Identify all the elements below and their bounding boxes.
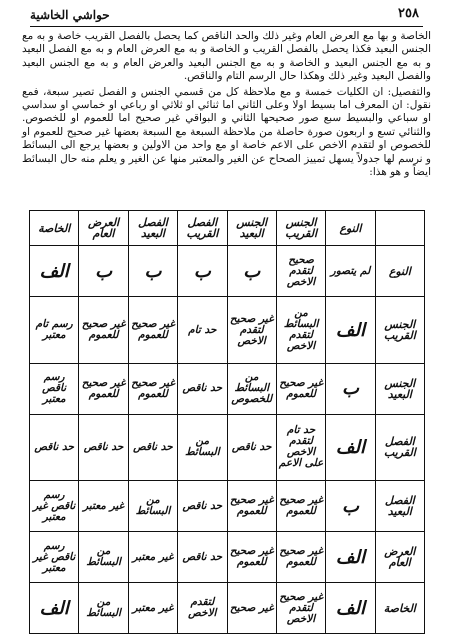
table-cell: حد ناقص: [178, 363, 227, 414]
column-header: العرض العام: [79, 211, 128, 246]
table-cell: غير صحيح للعموم: [227, 481, 276, 532]
table-cell: من البسائط: [79, 532, 128, 583]
table-cell: الف: [326, 532, 375, 583]
table-cell: من البسائط: [79, 583, 128, 634]
table-cell: ب: [326, 363, 375, 414]
table-cell: حد ناقص: [128, 414, 177, 480]
table-row: [30, 481, 425, 532]
table-row: [30, 297, 425, 363]
column-header: الفصل القريب: [178, 211, 227, 246]
table-cell: من البسائط: [178, 414, 227, 480]
table-cell: لتقدم الاخص: [178, 583, 227, 634]
row-header: الجنس القريب: [375, 297, 424, 363]
table-cell: الف: [30, 246, 79, 297]
page-header: [0, 6, 453, 26]
column-header: النوع: [326, 211, 375, 246]
table-cell: رسم ناقص غير معتبر: [30, 481, 79, 532]
table-cell: غير صحيح للعموم: [276, 481, 325, 532]
paragraph: الخاصة و بها مع العرض العام وغير ذلك والحد الناقص كما يحصل بالفصل القريب خاصة و به مع الجنس البعيد فكذا يحصل بالفصل القريب و الخاصة و به مع العرض العام و به مع الفصل البعيد و به مع الجنس البعيد و الخاصة و به مع الجنس البعيد والعرض العام و به مع الجنس البعيد والفصل البعيد وغير ذلك وهكذا حال الرسم التام والناقص.: [22, 30, 431, 83]
page-number: ٢٥٨: [398, 6, 419, 21]
table-cell: غير معتبر: [128, 532, 177, 583]
table-cell: من البسائط: [128, 481, 177, 532]
table-cell: الف: [326, 414, 375, 480]
table-cell: من البسائط لتقدم الاخص: [276, 297, 325, 363]
table-cell: غير صحيح للعموم: [79, 363, 128, 414]
table-cell: غير صحيح للعموم: [128, 297, 177, 363]
table-cell: رسم تام معتبر: [30, 297, 79, 363]
table-row: [30, 246, 425, 297]
table-cell: غير صحيح لتقدم الاخص: [227, 297, 276, 363]
table-cell: حد ناقص: [30, 414, 79, 480]
column-header: الفصل البعيد: [128, 211, 177, 246]
row-header: الجنس البعيد: [375, 363, 424, 414]
text-body: [22, 30, 431, 179]
classification-table: [29, 210, 425, 634]
table-cell: حد تام: [178, 297, 227, 363]
table-header-row: [30, 211, 425, 246]
table-cell: غير صحيح للعموم: [227, 532, 276, 583]
column-header: الجنس القريب: [276, 211, 325, 246]
table-cell: رسم ناقص معتبر: [30, 363, 79, 414]
header-title: حواشي الخاشية: [30, 8, 110, 22]
row-header: الفصل القريب: [375, 414, 424, 480]
table-row: [30, 532, 425, 583]
table-cell: الف: [326, 583, 375, 634]
row-header: العرض العام: [375, 532, 424, 583]
table-cell: ب: [178, 246, 227, 297]
table-cell: لم يتصور: [326, 246, 375, 297]
table-cell: الف: [30, 583, 79, 634]
corner-cell: [375, 211, 424, 246]
column-header: الخاصة: [30, 211, 79, 246]
table-cell: غير صحيح للعموم: [276, 363, 325, 414]
table-cell: رسم ناقص غير معتبر: [30, 532, 79, 583]
table-cell: ب: [128, 246, 177, 297]
table-cell: ب: [326, 481, 375, 532]
table-cell: غير صحيح للعموم: [276, 532, 325, 583]
table-cell: حد ناقص: [227, 414, 276, 480]
row-header: الخاصة: [375, 583, 424, 634]
table-cell: غير صحيح للعموم: [79, 297, 128, 363]
paragraph: والتفصيل: ان الكليات خمسة و مع ملاحظة كل من قسمي الجنس و الفصل تصير سبعة، فمع نقول: ان المعرف اما بسيط اولا وعلى الثاني اما ثنائي او ثلاثي او رباعي او خماسي او سداسي او سباعي والبسيط سبع صور صحيحها الثاني و البواقي غير صحيح اما للعموم او للخصوص. والثنائي تسع و اربعون صورة حاصلة من ملاحظة السبعة مع السبعة بعضها غير صحيح للعموم او للخصوص او لتقدم الاخص على الاعم خاصة او مع واحد من الاولين و بعضها يرجع الى البسائط و نرسم لها جدولاً يسهل تمييز الصحاح عن الغير والمعتبر منها عن الغير و يعلم منه حال البسائط ايضاً و هو هذا:: [22, 85, 431, 179]
table-cell: من البسائط للخصوص: [227, 363, 276, 414]
table-cell: حد ناقص: [178, 481, 227, 532]
table-row: [30, 363, 425, 414]
table-cell: غير صحيح للعموم: [128, 363, 177, 414]
row-header: الفصل البعيد: [375, 481, 424, 532]
column-header: الجنس البعيد: [227, 211, 276, 246]
table-row: [30, 583, 425, 634]
table-cell: حد ناقص: [178, 532, 227, 583]
table-row: [30, 414, 425, 480]
table-cell: حد تام لتقدم الاخص على الاعم: [276, 414, 325, 480]
row-header: النوع: [375, 246, 424, 297]
table-cell: غير صحيح: [227, 583, 276, 634]
table-cell: ب: [227, 246, 276, 297]
table-cell: غير معتبر: [79, 481, 128, 532]
table-cell: ب: [79, 246, 128, 297]
table-cell: الف: [326, 297, 375, 363]
table-cell: غير صحيح لتقدم الاخص: [276, 583, 325, 634]
table-cell: غير معتبر: [128, 583, 177, 634]
header-rule: [30, 26, 423, 27]
table-cell: حد ناقص: [79, 414, 128, 480]
table-cell: صحيح لتقدم الاخص: [276, 246, 325, 297]
